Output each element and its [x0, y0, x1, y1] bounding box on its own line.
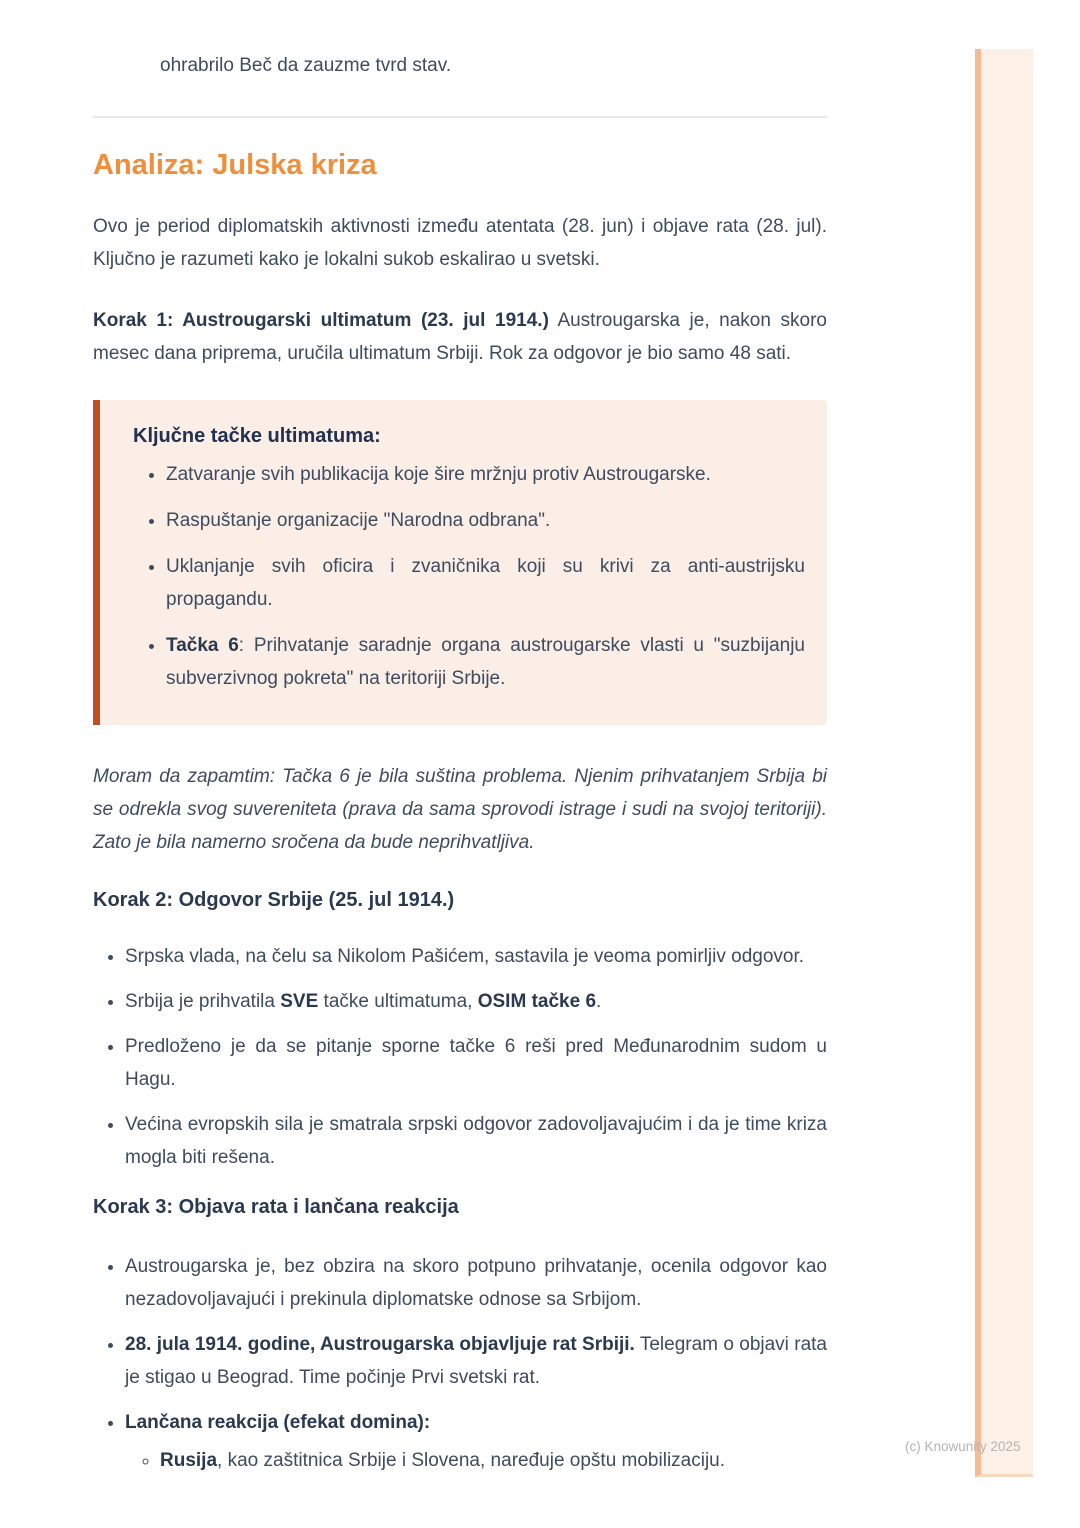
- callout-item: • Zatvaranje svih publikacija koje šire mržnju protiv Austrougarske.: [166, 458, 805, 491]
- bold-run: SVE: [280, 991, 319, 1012]
- callout-item-text-run: : Prihvatanje saradnje organa austrougarske vlasti u "suzbijanju subverzivnog pokreta" na teritoriji Srbije.: [166, 635, 805, 689]
- callout-title: Ključne tačke ultimatuma:: [133, 425, 381, 447]
- list-item: [125, 1406, 827, 1477]
- bold-run: 28. jula 1914. godine, Austrougarska objavljuje rat Srbiji.: [125, 1334, 635, 1355]
- korak2-list: [93, 940, 827, 1174]
- section-divider: [93, 116, 827, 118]
- list-item: [125, 985, 827, 1018]
- callout-item-bold-run: Tačka 6: [166, 635, 239, 656]
- chain-reaction-sublist: [125, 1444, 827, 1477]
- callout-item: • Uklanjanje svih oficira i zvaničnika koji su krivi za anti-austrijsku propagandu.: [166, 550, 805, 616]
- list-item: • Predloženo je da se pitanje sporne tačke 6 reši pred Međunarodnim sudom u Hagu.: [125, 1030, 827, 1096]
- callout-list: [133, 458, 805, 695]
- section-title: Analiza: Julska kriza: [93, 149, 377, 181]
- text-run: tačke ultimatuma,: [318, 991, 478, 1012]
- text-run: , kao zaštitnica Srbije i Slovena, naređuje opštu mobilizaciju.: [217, 1450, 726, 1471]
- korak3-list: [93, 1250, 827, 1477]
- list-item: • Većina evropskih sila je smatrala srpski odgovor zadovoljavajućim i da je time kriza mogla biti rešena.: [125, 1108, 827, 1174]
- text-run: .: [596, 991, 602, 1012]
- ultimatum-callout: [93, 400, 827, 725]
- korak1-text-run: Austrougarska je, nakon skoro mesec dana priprema, uručila ultimatum Srbiji. Rok za odgovor je bio samo 48 sati.: [93, 310, 827, 364]
- list-item: [125, 1328, 827, 1394]
- korak1-paragraph: [93, 304, 827, 370]
- bold-run: Rusija: [160, 1450, 218, 1471]
- document-content: [93, 0, 827, 1489]
- text-run: Telegram o objavi rata je stigao u Beograd. Time počinje Prvi svetski rat.: [125, 1334, 827, 1388]
- text-run: Srbija je prihvatila: [125, 991, 281, 1012]
- copyright-watermark: (c) Knowunity 2025: [905, 1439, 1021, 1454]
- korak2-heading: Korak 2: Odgovor Srbije (25. jul 1914.): [93, 889, 455, 911]
- list-item: • Austrougarska je, bez obzira na skoro potpuno prihvatanje, ocenila odgovor kao nezadovoljavajući i prekinula diplomatske odnose sa Srbijom.: [125, 1250, 827, 1316]
- bold-run: OSIM tačke 6: [477, 991, 597, 1012]
- page-edge-strip: [975, 49, 1033, 1477]
- intro-paragraph: Ovo je period diplomatskih aktivnosti između atentata (28. jun) i objave rata (28. jul). Ključno je razumeti kako je lokalni sukob eskalirao u svetski.: [93, 216, 827, 270]
- callout-item: • Raspuštanje organizacije "Narodna odbrana".: [166, 504, 805, 537]
- korak3-heading: Korak 3: Objava rata i lančana reakcija: [93, 1196, 459, 1218]
- list-item: • Srpska vlada, na čelu sa Nikolom Pašićem, sastavila je veoma pomirljiv odgovor.: [125, 940, 827, 973]
- sub-list-item: [160, 1444, 827, 1477]
- callout-item: [166, 629, 805, 695]
- bold-run: Lančana reakcija (efekat domina):: [125, 1412, 431, 1433]
- korak1-heading-run: Korak 1: Austrougarski ultimatum (23. jul 1914.): [93, 310, 549, 331]
- continuation-text: ohrabrilo Beč da zauzme tvrd stav.: [160, 55, 452, 76]
- memo-note-italic: Moram da zapamtim: Tačka 6 je bila suština problema. Njenim prihvatanjem Srbija bi se odrekla svog suvereniteta (prava da sama sprovodi istrage i sudi na svojoj teritoriji). Zato je bila namerno sročena da bude neprihvatljiva.: [93, 766, 827, 853]
